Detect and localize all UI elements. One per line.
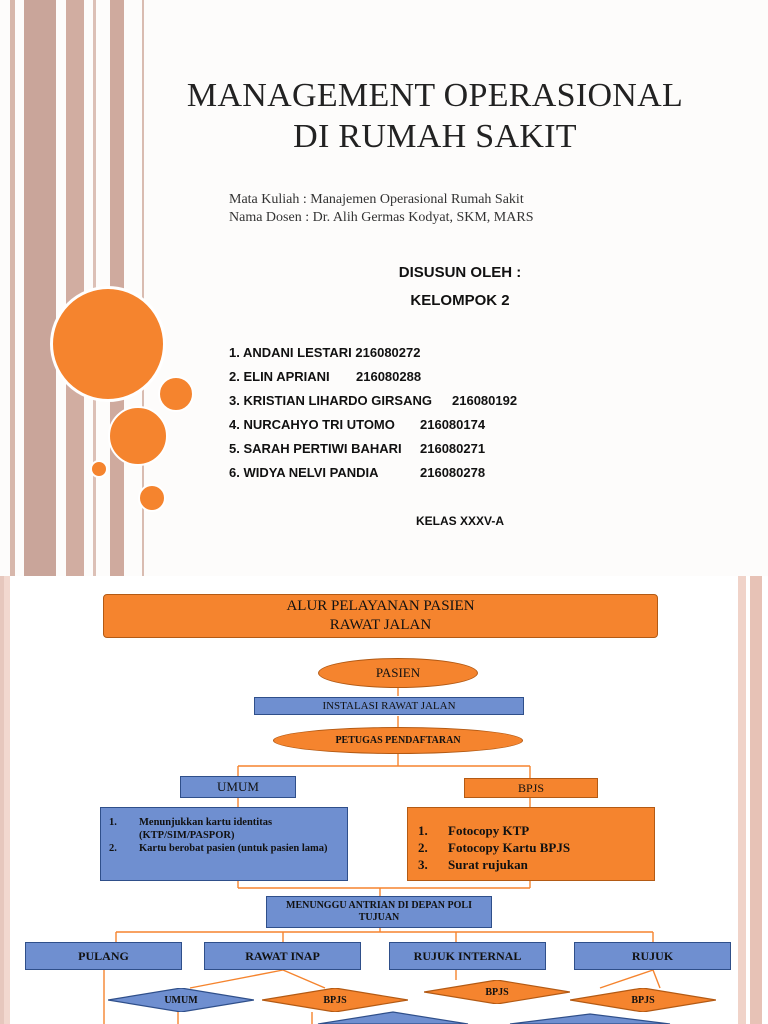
diamond-bottom (318, 1012, 468, 1024)
decor-stripe (66, 0, 84, 576)
member-name: 3. KRISTIAN LIHARDO GIRSANG (229, 393, 432, 408)
bpjs-step: 3. Surat rujukan (418, 857, 528, 872)
umum-steps-box (100, 807, 348, 881)
bpjs-steps-box (407, 807, 655, 881)
diamond-umum (108, 988, 254, 1012)
compiled-by-label: DISUSUN OLEH : (398, 264, 522, 281)
outcome-rawat-inap: RAWAT INAP (204, 942, 361, 970)
banner-line1: ALUR PELAYANAN PASIEN (286, 598, 475, 614)
bpjs-step: 2. Fotocopy Kartu BPJS (418, 840, 571, 855)
connector (190, 970, 283, 988)
lecturer-text: Nama Dosen : Dr. Alih Germas Kodyat, SKM, MARS (229, 210, 534, 225)
decor-circle (138, 484, 166, 512)
member-name: 6. WIDYA NELVI PANDIA (229, 465, 379, 480)
diamond-bpjs (424, 980, 570, 1004)
group-label: KELOMPOK 2 (410, 292, 510, 309)
member-nim: 216080271 (420, 441, 486, 456)
slide-title-line2: DI RUMAH SAKIT (293, 118, 577, 155)
diamond-bpjs (262, 988, 408, 1012)
bpjs-step: 1. Fotocopy KTP (418, 823, 530, 838)
flow-title-banner (103, 594, 658, 638)
member-nim: 216080174 (420, 417, 486, 432)
member-name: 1. ANDANI LESTARI 216080272 (229, 345, 421, 360)
member-name: 2. ELIN APRIANI (229, 369, 330, 384)
diamond-bpjs (570, 988, 716, 1012)
member-nim: 216080278 (420, 465, 486, 480)
connector (283, 970, 325, 988)
connector (653, 970, 660, 988)
decor-circle (50, 286, 166, 402)
diamond-bottom (510, 1014, 670, 1024)
menunggu-node: MENUNGGU ANTRIAN DI DEPAN POLI TUJUAN (266, 896, 492, 928)
decor-circle (158, 376, 194, 412)
decor-stripe (10, 0, 15, 576)
outcome-pulang: PULANG (25, 942, 182, 970)
diamond-label: BPJS (485, 986, 509, 998)
class-label: KELAS XXXV-A (416, 514, 505, 528)
decor-circle (90, 460, 108, 478)
umum-step: 2. Kartu berobat pasien (untuk pasien lama) (109, 843, 328, 854)
outcome-rujuk: RUJUK (574, 942, 731, 970)
diamond-label: BPJS (323, 994, 347, 1006)
outcome-rujuk-internal: RUJUK INTERNAL (389, 942, 546, 970)
member-name: 4. NURCAHYO TRI UTOMO (229, 417, 395, 432)
decor-circle (108, 406, 168, 466)
umum-node: UMUM (180, 776, 296, 798)
member-name: 5. SARAH PERTIWI BAHARI (229, 441, 402, 456)
bpjs-node: BPJS (464, 778, 598, 798)
umum-step: 1. Menunjukkan kartu identitas (KTP/SIM/PASPOR) (109, 817, 273, 841)
connector (600, 970, 653, 988)
member-nim: 216080288 (356, 369, 422, 384)
decor-stripe (24, 0, 56, 576)
instalasi-node: INSTALASI RAWAT JALAN (254, 697, 524, 715)
petugas-node: PETUGAS PENDAFTARAN (273, 727, 523, 754)
member-nim: 216080192 (452, 393, 518, 408)
diamond-label: BPJS (631, 994, 655, 1006)
slide-title-line1: MANAGEMENT OPERASIONAL (186, 77, 684, 114)
flowchart-slide (0, 576, 768, 1024)
course-text: Mata Kuliah : Manajemen Operasional Rumah Sakit (229, 192, 524, 207)
pasien-node: PASIEN (318, 658, 478, 688)
diamond-label: UMUM (164, 994, 198, 1006)
banner-line2: RAWAT JALAN (329, 617, 432, 633)
